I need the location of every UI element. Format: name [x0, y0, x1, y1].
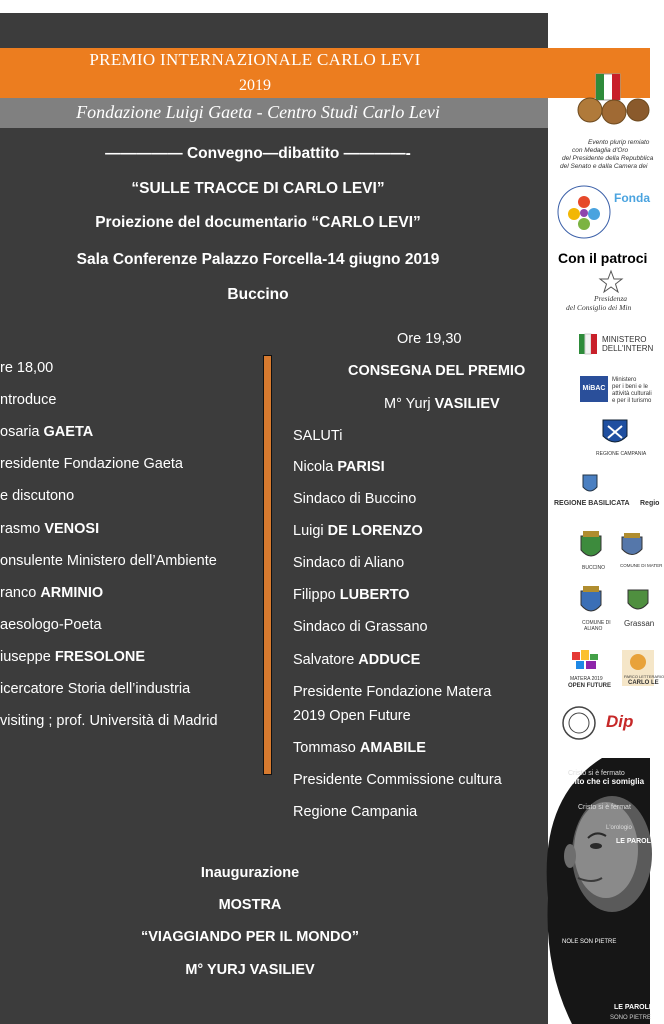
exhibition-label: MOSTRA [218, 897, 282, 913]
speaker-surname: ADDUCE [358, 652, 421, 668]
speaker-surname: AMABILE [359, 740, 426, 756]
ministero-line-1: MINISTERO [602, 335, 647, 344]
regione-caption: Regio [640, 500, 660, 507]
sponsor-sidebar [548, 98, 664, 1024]
medal-caption-3: del Presidente della Repubblica [562, 155, 654, 162]
mibac-line-1: Ministero [612, 377, 637, 383]
speaker-first-name: Tommaso [293, 740, 360, 756]
program-line: e discutono [0, 488, 75, 505]
program-line: re 18,00 [0, 360, 54, 376]
program-line [293, 739, 426, 757]
speaker-first-name: Filippo [293, 587, 340, 603]
documentary-line: Proiezione del documentario “CARLO LEVI” [95, 214, 421, 231]
presidenza-line-1: Presidenza [594, 294, 628, 303]
convegno-heading: ————— Convegno—dibattito ————- [105, 145, 411, 162]
program-line: icercatore Storia dell’industria [0, 681, 191, 697]
recipient-surname: VASILIEV [434, 396, 500, 412]
speaker-surname: PARISI [337, 459, 385, 475]
medal-caption-4: del Senato e dalla Camera dei [560, 163, 648, 170]
poster-text-7: SONO PIETRE [610, 1015, 652, 1021]
grassano-caption: Grassan [624, 619, 655, 628]
speaker-first-name: Luigi [293, 523, 328, 539]
speaker-surname: LUBERTO [339, 587, 410, 603]
recipient-title: M° Yurj [384, 396, 435, 412]
parco-line-1: PARCO LETTERARIO [624, 674, 664, 679]
matera2019-line-1: MATERA 2019 [570, 676, 603, 682]
poster-text-8: NOLE SON PIETRE [562, 939, 617, 945]
mibac-line-3: attività culturali [612, 391, 652, 397]
program-line: Presidente Commissione cultura [293, 772, 502, 788]
speaker-surname: DE LORENZO [327, 523, 423, 539]
speaker-surname: GAETA [43, 424, 94, 441]
basilicata-crest-icon [582, 474, 598, 496]
award-ceremony-heading: CONSEGNA DEL PREMIO [348, 363, 526, 379]
program-line [0, 584, 103, 602]
medals-logo [578, 72, 650, 136]
program-line [0, 520, 99, 538]
grassano-crest-icon [626, 585, 650, 615]
mibac-line-2: per i beni e le [612, 384, 649, 390]
program-line: SALUTi [293, 428, 343, 444]
speaker-first-name: osaria [0, 424, 44, 441]
presidenza-line-2: del Consiglio dei Min [566, 303, 632, 312]
aliano-caption-1: COMUNE DI [582, 620, 611, 626]
speaker-surname: ARMINIO [40, 584, 104, 601]
buccino-crest-icon [578, 530, 604, 562]
program-line [0, 648, 145, 666]
program-line: residente Fondazione Gaeta [0, 456, 183, 473]
program-line: Sindaco di Buccino [293, 491, 417, 507]
exhibition-artist: M° YURJ VASILIEV [185, 962, 315, 978]
program-line: visiting ; prof. Università di Madrid [0, 713, 218, 730]
program-line: ntroduce [0, 392, 57, 409]
foundation-logo-text: Fonda [614, 191, 650, 205]
foundation-logo [554, 184, 614, 240]
exhibition-poster-image [548, 758, 650, 1024]
award-title: PREMIO INTERNAZIONALE CARLO LEVI [89, 50, 421, 69]
foundation-subtitle: Fondazione Luigi Gaeta - Centro Studi Carlo Levi [76, 102, 440, 122]
patronage-heading: Con il patroci [558, 250, 648, 266]
town-line: Buccino [227, 286, 289, 303]
campania-caption: REGIONE CAMPANIA [596, 451, 647, 457]
poster-text-2: io volto che ci somiglia [556, 777, 645, 786]
speaker-first-name: iuseppe [0, 648, 55, 665]
ministero-emblem-icon [578, 332, 598, 356]
venue-date-line: Sala Conferenze Palazzo Forcella-14 giugno 2019 [76, 251, 440, 268]
exhibition-opening: Inaugurazione [200, 865, 300, 881]
buccino-caption: BUCCINO [582, 565, 606, 571]
program-line [293, 522, 423, 540]
mibac-line-4: e per il turismo [612, 398, 652, 404]
poster-text-6: LE PAROLE [614, 1004, 654, 1011]
event-title: “SULLE TRACCE DI CARLO LEVI” [131, 180, 385, 197]
speaker-surname: VENOSI [44, 520, 100, 537]
program-line: Sindaco di Grassano [293, 619, 428, 635]
speaker-first-name: Nicola [293, 459, 338, 475]
poster-text-1: Cristo si è fermato [568, 770, 625, 777]
program-line [293, 586, 410, 604]
speaker-surname: FRESOLONE [54, 648, 146, 665]
university-seal-icon [562, 706, 596, 740]
program-line: onsulente Ministero dell’Ambiente [0, 552, 217, 569]
award-recipient [384, 395, 500, 413]
ministero-line-2: DELL'INTERN [602, 344, 654, 353]
campania-crest-icon [600, 418, 630, 448]
italian-emblem-icon [600, 270, 622, 294]
aliano-crest-icon [578, 585, 604, 617]
award-time: Ore 19,30 [397, 331, 462, 347]
program-line [293, 458, 385, 476]
medal-caption-1: Evento plurip remiato [588, 139, 650, 146]
orange-divider [263, 355, 272, 775]
program-line: Presidente Fondazione Matera [293, 684, 492, 700]
poster-text-3: Cristo si è fermat [578, 804, 631, 811]
program-line: aesologo-Poeta [0, 616, 102, 633]
mibac-logo: MiBAC [580, 376, 608, 402]
program-line: Sindaco di Aliano [293, 555, 405, 571]
dips-logo: Dip [606, 712, 634, 731]
matera2019-line-2: OPEN FUTURE [568, 683, 612, 689]
matera-comune-caption: COMUNE DI MATER [620, 563, 663, 568]
poster-text-4: L'orologio [606, 825, 632, 831]
matera-crest-icon [620, 532, 644, 560]
program-line: Regione Campania [293, 804, 418, 820]
medal-caption-2: con Medaglia d'Oro [572, 147, 629, 154]
matera2019-logo [570, 648, 604, 674]
speaker-first-name: Salvatore [293, 652, 359, 668]
program-line: 2019 Open Future [293, 708, 411, 724]
speaker-first-name: ranco [0, 584, 41, 601]
exhibition-title: “VIAGGIANDO PER IL MONDO” [140, 929, 360, 945]
basilicata-caption: REGIONE BASILICATA [554, 500, 630, 507]
speaker-first-name: rasmo [0, 520, 45, 537]
program-line [0, 423, 93, 441]
parco-line-2: CARLO LE [628, 680, 659, 686]
award-year: 2019 [239, 77, 271, 94]
program-line [293, 651, 420, 669]
aliano-caption-2: ALIANO [584, 626, 603, 632]
poster-text-5: LE PAROLE [616, 838, 656, 845]
